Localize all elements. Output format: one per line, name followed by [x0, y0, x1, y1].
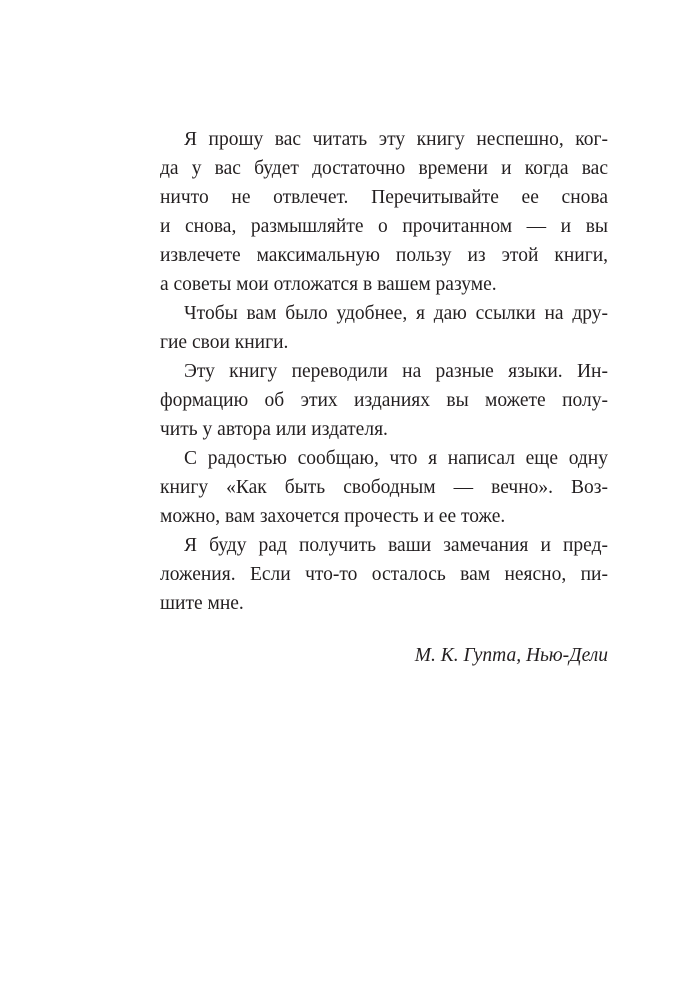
- text-line: да у вас будет достаточно времени и когда вас: [160, 158, 608, 179]
- text-line: и снова, размышляйте о прочитанном — и вы: [160, 216, 608, 237]
- text-line: Я прошу вас читать эту книгу неспешно, ког-: [184, 129, 608, 150]
- text-line: гие свои книги.: [160, 332, 289, 353]
- paragraph-translations: [136, 357, 608, 444]
- text-line: книгу «Как быть свободным — вечно». Воз-: [160, 477, 608, 498]
- text-line: а советы мои отложатся в вашем разуме.: [160, 274, 497, 295]
- paragraph-reading-request: [136, 125, 608, 299]
- paragraph-new-book: [136, 444, 608, 531]
- main-text: [136, 125, 608, 618]
- text-line: можно, вам захочется прочесть и ее тоже.: [160, 506, 506, 527]
- text-line: шите мне.: [160, 593, 244, 614]
- text-line: С радостью сообщаю, что я написал еще одну: [184, 448, 608, 469]
- text-line: Эту книгу переводили на разные языки. Ин-: [184, 361, 608, 382]
- text-line: извлечете максимальную пользу из этой книги,: [160, 245, 608, 266]
- text-line: Я буду рад получить ваши замечания и пред-: [184, 535, 608, 556]
- author-signature: М. К. Гупта, Нью-Дели: [414, 645, 608, 666]
- paragraph-other-books: [136, 299, 608, 357]
- text-line: Чтобы вам было удобнее, я даю ссылки на дру-: [184, 303, 608, 324]
- text-line: ничто не отвлечет. Перечитывайте ее снова: [160, 187, 608, 208]
- text-line: формацию об этих изданиях вы можете полу-: [160, 390, 608, 411]
- text-line: чить у автора или издателя.: [160, 419, 388, 440]
- text-line: ложения. Если что-то осталось вам неясно, пи-: [160, 564, 608, 585]
- paragraph-feedback: [136, 531, 608, 618]
